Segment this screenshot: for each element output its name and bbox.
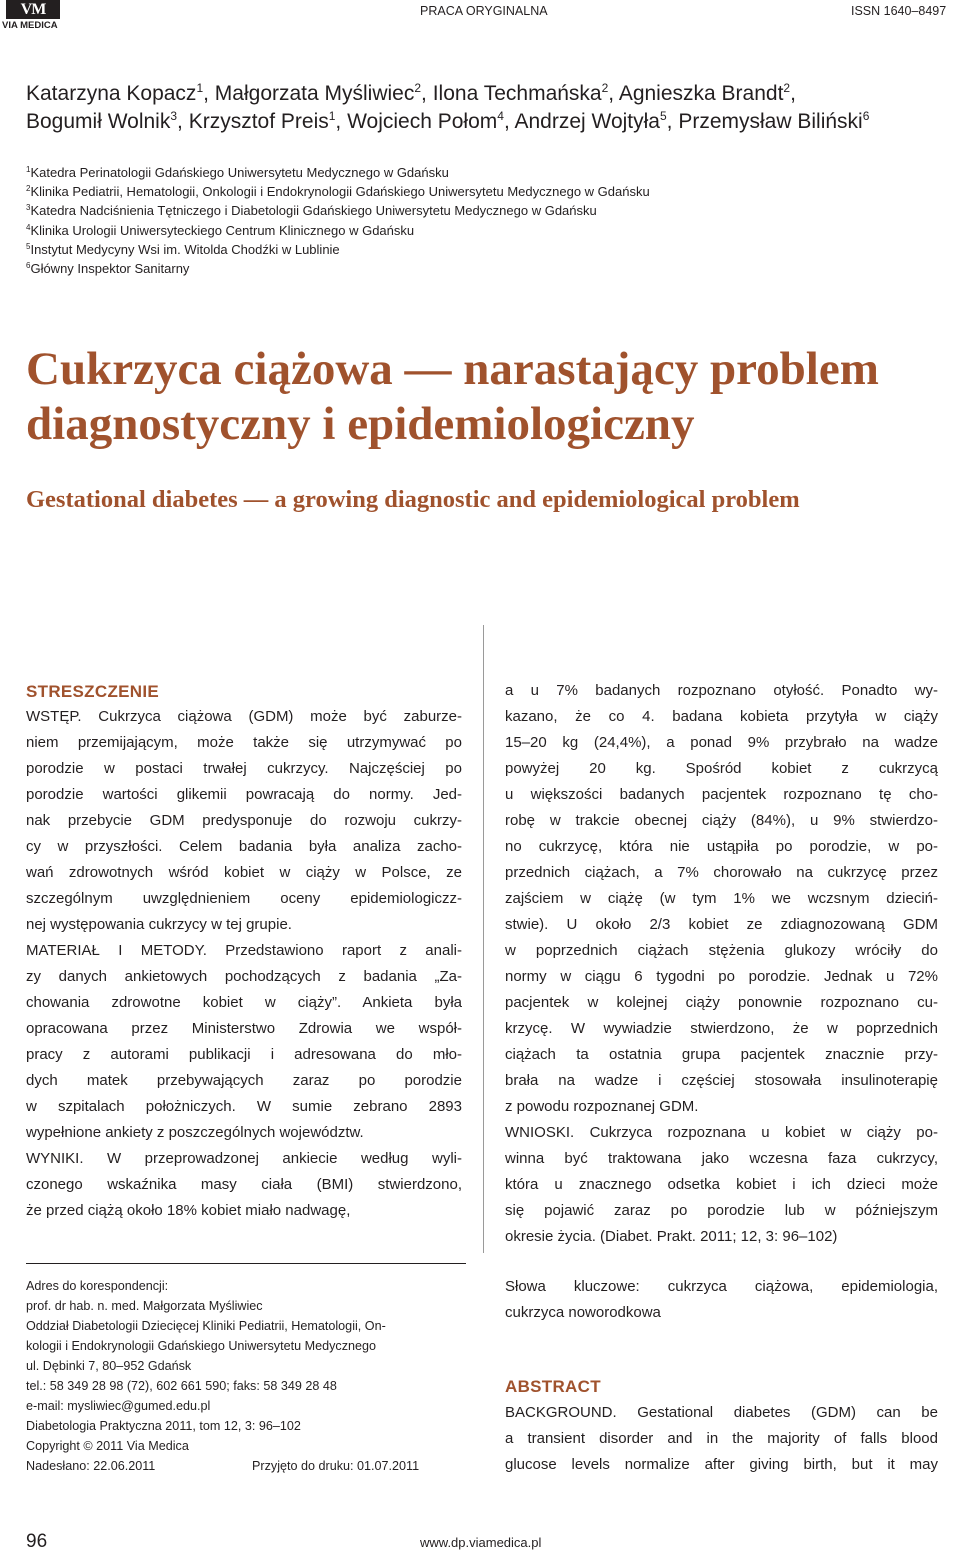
author-name: Katarzyna Kopacz <box>26 82 197 105</box>
author-name: Małgorzata Myśliwiec <box>214 82 415 105</box>
text-line: czonego wskaźnika masy ciała (BMI) stwierdzono, <box>26 1176 462 1193</box>
text-line: wypełnione ankiety z poszczególnych województw. <box>26 1124 364 1141</box>
correspondence-line: Copyright © 2011 Via Medica <box>26 1439 189 1453</box>
text-line: winna być traktowana jako wczesna faza cukrzycy, <box>505 1150 938 1167</box>
author-name: Andrzej Wojtyła <box>514 110 660 133</box>
text-line: stwie). U około 2/3 kobiet ze zdiagnozowaną GDM <box>505 916 938 933</box>
affiliation-number: 5 <box>26 241 31 251</box>
author-affiliation-mark: 1 <box>196 81 204 95</box>
streszczenie-heading: STRESZCZENIE <box>26 682 160 701</box>
affiliation-text: Katedra Nadciśnienia Tętniczego i Diabetologii Gdańskiego Uniwersytetu Medycznego w Gdańsku <box>30 203 597 219</box>
text-line: cukrzyca noworodkowa <box>505 1304 661 1321</box>
text-line: okresie życia. (Diabet. Prakt. 2011; 12, 3: 96–102) <box>505 1228 838 1245</box>
affiliation-item <box>26 201 926 220</box>
author-affiliation-mark: 6 <box>862 109 870 123</box>
author-affiliation-mark: 3 <box>170 109 178 123</box>
title-line-2: diagnostyczny i epidemiologiczny <box>26 398 695 450</box>
affiliation-text: Instytut Medycyny Wsi im. Witolda Chodźki w Lublinie <box>30 241 340 257</box>
text-line: WNIOSKI. Cukrzyca rozpoznana u kobiet w ciąży po- <box>505 1124 938 1141</box>
text-line: powyżej 20 kg. Spośród kobiet z cukrzycą <box>505 760 938 777</box>
publisher-logo <box>2 0 72 34</box>
affiliation-list <box>26 163 926 278</box>
logo-text: VIA MEDICA <box>2 20 58 31</box>
author-name: Wojciech Połom <box>347 110 498 133</box>
author-affiliation-mark: 4 <box>497 109 504 123</box>
author-separator: , <box>421 82 433 105</box>
text-line: brała na wadze i częściej stosowała insulinoterapię <box>505 1072 938 1089</box>
author-separator: , <box>335 110 348 133</box>
author-separator: , <box>790 82 796 105</box>
text-line: która u znacznego odsetka kobiet i ich dzieci może <box>505 1176 938 1193</box>
text-line: no cukrzycę, która nie ustąpiła po porodzie, w po- <box>505 838 938 855</box>
author-name: Agnieszka Brandt <box>618 82 784 105</box>
text-line: się pojawić zaraz po porodzie lub w późniejszym <box>505 1202 938 1219</box>
text-line: chowania zdrowotne kobiet w ciąży”. Ankieta była <box>26 994 462 1011</box>
author-affiliation-mark: 5 <box>659 109 667 123</box>
correspondence-block <box>26 1276 466 1456</box>
text-line: Słowa kluczowe: cukrzyca ciążowa, epidemiologia, <box>505 1278 938 1295</box>
author-name: Krzysztof Preis <box>188 110 329 133</box>
correspondence-line: Oddział Diabetologii Dziecięcej Kliniki Pediatrii, Hematologii, On- <box>26 1319 386 1333</box>
text-line: zy danych ankietowych pochodzących z badania „Za- <box>26 968 462 985</box>
affiliation-text: Klinika Pediatrii, Hematologii, Onkologii i Endokrynologii Gdańskiego Uniwersytetu Medycznego w Gdańsku <box>30 184 650 200</box>
page-number: 96 <box>26 1531 48 1552</box>
text-line: glucose levels normalize after giving birth, but it may <box>505 1456 938 1473</box>
correspondence-line: kologii i Endokrynologii Gdańskiego Uniwersytetu Medycznego <box>26 1339 377 1353</box>
correspondence-line: tel.: 58 349 28 98 (72), 602 661 590; faks: 58 349 28 48 <box>26 1379 337 1393</box>
text-line: WSTĘP. Cukrzyca ciążowa (GDM) może być zaburze- <box>26 708 462 725</box>
affiliation-number: 1 <box>26 165 31 174</box>
accepted-date: Przyjęto do druku: 01.07.2011 <box>252 1459 420 1473</box>
text-line: a transient disorder and in the majority of falls blood <box>505 1430 938 1447</box>
received-date: Nadesłano: 22.06.2011 <box>26 1459 156 1473</box>
text-line: szczególnym uwzględnieniem oceny epidemiologiczz- <box>26 890 462 907</box>
text-line: pracy z autorami publikacji i adresowana do mło- <box>26 1046 462 1063</box>
author-name: Ilona Techmańska <box>432 82 602 105</box>
text-line: normy w ciągu 6 tygodni po porodzie. Jednak u 72% <box>505 968 938 985</box>
correspondence-rule <box>26 1263 466 1264</box>
text-line: zajściem w ciążę (w tym 1% we wczsnym dzieciń- <box>505 890 938 907</box>
affiliation-item <box>26 221 926 240</box>
author-separator: , <box>203 82 215 105</box>
correspondence-line: ul. Dębinki 7, 80–952 Gdańsk <box>26 1359 192 1373</box>
text-line: 15–20 kg (24,4%), a ponad 9% przybrało na wadze <box>505 734 938 751</box>
text-line: ciążach ta ostatnia grupa pacjentek znacznie przy- <box>505 1046 938 1063</box>
text-line: z powodu rozpoznanej GDM. <box>505 1098 699 1115</box>
author-line-2 <box>26 108 946 136</box>
affiliation-item <box>26 163 926 182</box>
text-line: nak przebycie GDM predysponuje do rozwoju cukrzy- <box>26 812 462 829</box>
text-line: wań zdrowotnych wśród kobiet w ciąży w Polsce, ze <box>26 864 462 881</box>
abstract-english <box>505 1400 938 1478</box>
section-label: PRACA ORYGINALNA <box>420 4 548 18</box>
author-affiliation-mark: 2 <box>783 81 791 95</box>
affiliation-text: Klinika Urologii Uniwersyteckiego Centrum Klinicznego w Gdańsku <box>30 222 415 238</box>
text-line: WYNIKI. W przeprowadzonej ankiecie według wyli- <box>26 1150 462 1167</box>
author-affiliation-mark: 1 <box>328 109 336 123</box>
affiliation-number: 4 <box>26 222 31 232</box>
text-line: dych matek przebywających zaraz po porodzie <box>26 1072 462 1089</box>
title-line-1: Cukrzyca ciążowa — narastający problem <box>26 343 879 395</box>
text-line: w poprzednich ciążach stężenia glukozy wróciły do <box>505 942 938 959</box>
article-title <box>26 342 946 452</box>
affiliation-item <box>26 182 926 201</box>
author-separator: , <box>503 110 515 133</box>
abstract-heading: ABSTRACT <box>505 1377 601 1396</box>
text-line: BACKGROUND. Gestational diabetes (GDM) can be <box>505 1404 938 1421</box>
keywords <box>505 1274 938 1326</box>
author-affiliation-mark: 2 <box>414 81 422 95</box>
correspondence-line: Adres do korespondencji: <box>26 1279 169 1293</box>
author-separator: , <box>608 82 619 105</box>
text-line: robę w trakcie obecnej ciąży (84%), u 9% stwierdzo- <box>505 812 938 829</box>
column-divider <box>483 625 484 1253</box>
text-line: cy w przyszłości. Celem badania była analiza zacho- <box>26 838 462 855</box>
logo-mark: VM <box>6 0 60 19</box>
abstract-right-column <box>505 678 938 1250</box>
author-name: Bogumił Wolnik <box>26 110 171 133</box>
text-line: kazano, że co 4. badana kobieta przytyła w ciąży <box>505 708 938 725</box>
affiliation-text: Katedra Perinatologii Gdańskiego Uniwersytetu Medycznego w Gdańsku <box>30 165 449 180</box>
article-subtitle: Gestational diabetes — a growing diagnostic and epidemiological problem <box>26 486 800 513</box>
text-line: pacjentek w kolejnej ciąży ponownie rozpoznano cu- <box>505 994 938 1011</box>
text-line: krzycę. W wywiadzie stwierdzono, że w poprzednich <box>505 1020 938 1037</box>
author-separator: , <box>666 110 679 133</box>
correspondence-line: e-mail: mysliwiec@gumed.edu.pl <box>26 1399 211 1413</box>
text-line: nej występowania cukrzycy w tej grupie. <box>26 916 292 933</box>
author-list <box>26 80 946 136</box>
affiliation-number: 6 <box>26 261 31 271</box>
website-link[interactable]: www.dp.viamedica.pl <box>420 1535 542 1550</box>
affiliation-item <box>26 240 926 259</box>
text-line: opracowana przez Ministerstwo Zdrowia we współ- <box>26 1020 462 1037</box>
text-line: porodzie wartości glikemii powracają do normy. Jed- <box>26 786 462 803</box>
text-line: MATERIAŁ I METODY. Przedstawiono raport z anali- <box>26 942 462 959</box>
correspondence-line: Diabetologia Praktyczna 2011, tom 12, 3: 96–102 <box>26 1419 301 1433</box>
text-line: a u 7% badanych rozpoznano otyłość. Ponadto wy- <box>505 682 938 699</box>
text-line: w szpitalach położniczych. W sumie zebrano 2893 <box>26 1098 462 1115</box>
author-name: Przemysław Biliński <box>678 110 863 133</box>
text-line: u większości badanych pacjentek rozpoznano tę cho- <box>505 786 938 803</box>
text-line: porodzie w postaci trwałej cukrzycy. Najczęściej po <box>26 760 462 777</box>
abstract-left-column <box>26 704 462 1224</box>
author-line-1 <box>26 80 946 108</box>
text-line: że przed ciążą około 18% kobiet miało nadwagę, <box>26 1202 351 1219</box>
affiliation-item <box>26 259 926 278</box>
author-affiliation-mark: 2 <box>601 81 609 95</box>
correspondence-line: prof. dr hab. n. med. Małgorzata Myśliwiec <box>26 1299 263 1313</box>
affiliation-number: 2 <box>26 184 31 194</box>
author-separator: , <box>177 110 189 133</box>
affiliation-number: 3 <box>26 203 31 213</box>
text-line: niem przemijającym, może także się utrzymywać po <box>26 734 462 751</box>
affiliation-text: Główny Inspektor Sanitarny <box>30 261 190 277</box>
dates-row <box>26 1456 466 1476</box>
issn-label: ISSN 1640–8497 <box>851 4 947 18</box>
text-line: przednich ciążach, a 7% chorowało na cukrzycę przez <box>505 864 938 881</box>
